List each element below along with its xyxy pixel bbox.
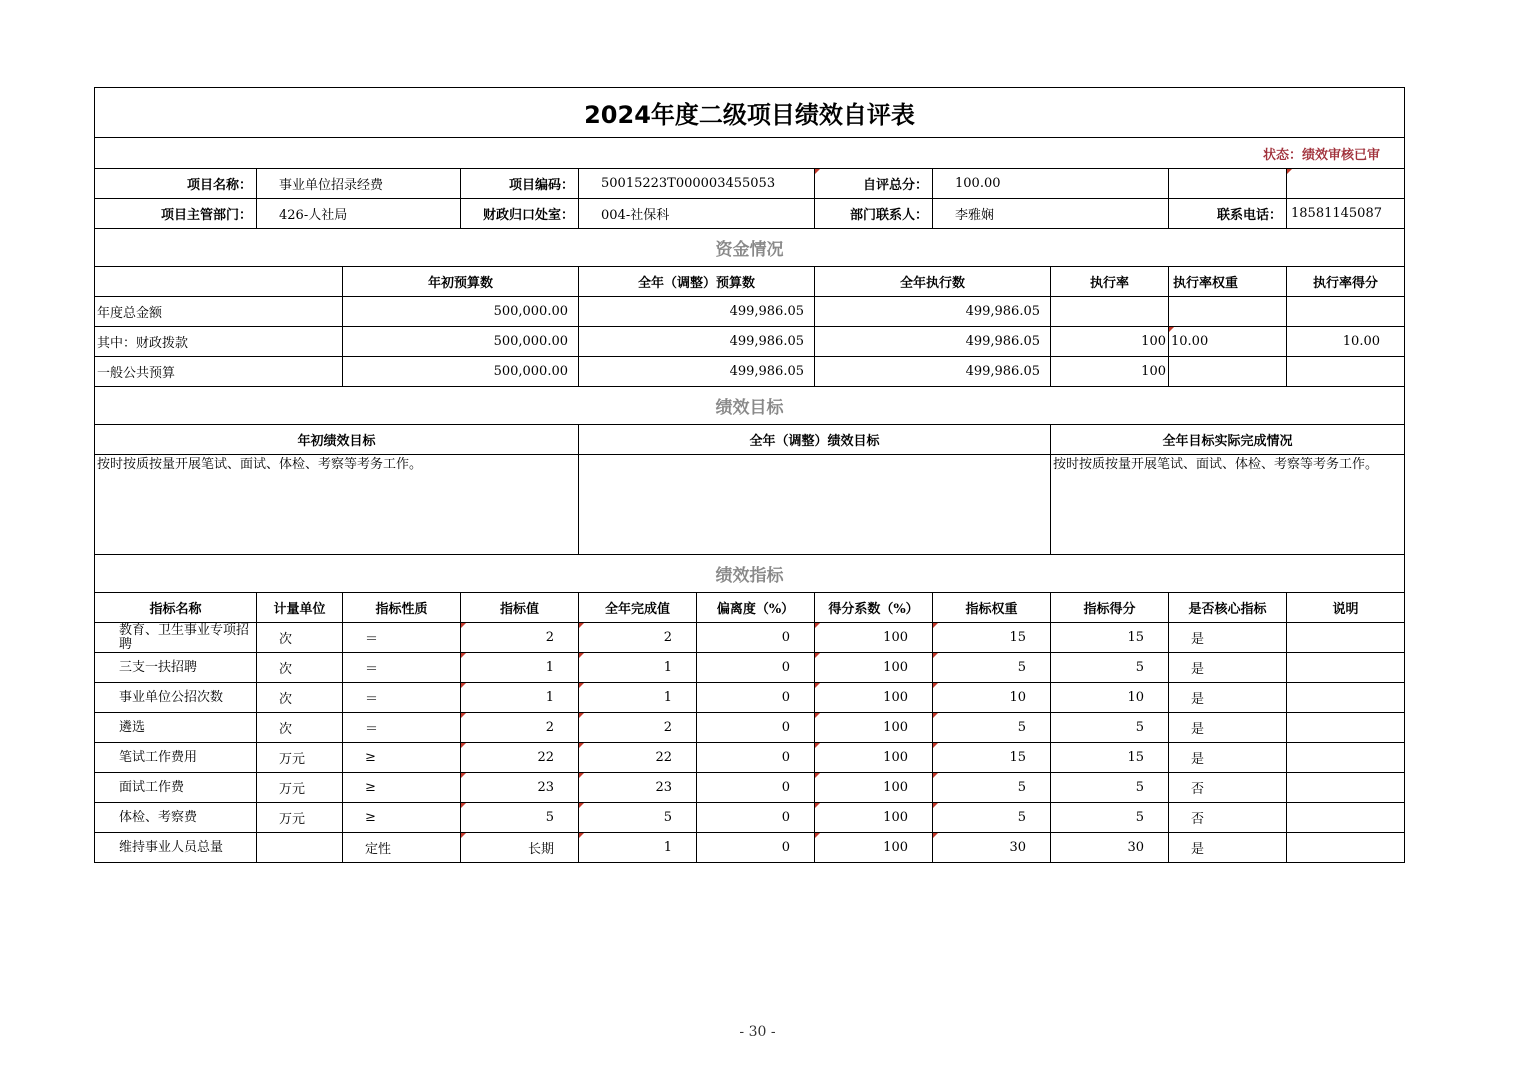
indicator-note [1287, 653, 1405, 683]
indicator-core: 否 [1169, 773, 1287, 803]
indicator-nature: ≥ [343, 743, 461, 773]
score-label: 自评总分： [815, 169, 933, 199]
indicator-coefficient: 100 [815, 833, 933, 863]
indicator-name: 事业单位公招次数 [95, 683, 257, 713]
funds-executed: 499,986.05 [815, 327, 1051, 357]
indicator-deviation: 0 [697, 683, 815, 713]
indicator-name: 笔试工作费用 [95, 743, 257, 773]
indicator-coefficient: 100 [815, 803, 933, 833]
goals-section-title: 绩效目标 [95, 387, 1405, 425]
table-row [95, 803, 1405, 833]
indicator-header: 指标得分 [1051, 593, 1169, 623]
indicator-unit: 次 [257, 683, 343, 713]
indicator-note [1287, 623, 1405, 653]
indicator-core: 是 [1169, 743, 1287, 773]
indicator-header: 是否核心指标 [1169, 593, 1287, 623]
indicator-weight: 5 [933, 653, 1051, 683]
indicator-value: 1 [461, 653, 579, 683]
funds-rate: 100 [1051, 327, 1169, 357]
funds-initial: 500,000.00 [343, 297, 579, 327]
indicator-header: 指标性质 [343, 593, 461, 623]
indicator-score: 5 [1051, 803, 1169, 833]
indicator-score: 15 [1051, 623, 1169, 653]
funds-header: 执行率得分 [1287, 267, 1405, 297]
adjusted-goal-text [579, 455, 1051, 555]
indicator-note [1287, 713, 1405, 743]
project-name-label: 项目名称： [95, 169, 257, 199]
funds-score [1287, 297, 1405, 327]
funds-header: 年初预算数 [343, 267, 579, 297]
score-value: 100.00 [933, 169, 1169, 199]
funds-initial: 500,000.00 [343, 357, 579, 387]
indicator-note [1287, 803, 1405, 833]
funds-header: 全年执行数 [815, 267, 1051, 297]
indicator-weight: 5 [933, 713, 1051, 743]
indicator-score: 15 [1051, 743, 1169, 773]
indicator-name: 维持事业人员总量 [95, 833, 257, 863]
indicator-value: 5 [461, 803, 579, 833]
indicator-score: 5 [1051, 773, 1169, 803]
funds-adjusted: 499,986.05 [579, 357, 815, 387]
indicator-note [1287, 773, 1405, 803]
indicator-nature: ≥ [343, 803, 461, 833]
funds-row-name: 其中：财政拨款 [95, 327, 343, 357]
indicator-header: 偏离度（%） [697, 593, 815, 623]
indicator-value: 23 [461, 773, 579, 803]
indicator-weight: 10 [933, 683, 1051, 713]
indicator-coefficient: 100 [815, 683, 933, 713]
indicator-header: 指标权重 [933, 593, 1051, 623]
indicator-done: 23 [579, 773, 697, 803]
funds-adjusted: 499,986.05 [579, 327, 815, 357]
info-empty-cell [1169, 169, 1287, 199]
indicator-done: 1 [579, 653, 697, 683]
indicator-deviation: 0 [697, 743, 815, 773]
funds-rate: 100 [1051, 357, 1169, 387]
finance-label: 财政归口处室： [461, 199, 579, 229]
indicator-unit [257, 833, 343, 863]
funds-score: 10.00 [1287, 327, 1405, 357]
funds-header-empty [95, 267, 343, 297]
funds-initial: 500,000.00 [343, 327, 579, 357]
funds-weight: 10.00 [1169, 327, 1287, 357]
indicator-header: 指标名称 [95, 593, 257, 623]
indicator-done: 2 [579, 623, 697, 653]
indicator-core: 否 [1169, 803, 1287, 833]
funds-weight [1169, 297, 1287, 327]
indicator-nature: ＝ [343, 683, 461, 713]
actual-goal-text: 按时按质按量开展笔试、面试、体检、考察等考务工作。 [1051, 455, 1405, 555]
status-badge: 状态：绩效审核已审 [95, 138, 1405, 169]
table-row [95, 327, 1405, 357]
project-code-label: 项目编码： [461, 169, 579, 199]
indicator-coefficient: 100 [815, 623, 933, 653]
indicator-deviation: 0 [697, 713, 815, 743]
indicator-deviation: 0 [697, 623, 815, 653]
indicators-section-title: 绩效指标 [95, 555, 1405, 593]
indicator-core: 是 [1169, 833, 1287, 863]
indicator-weight: 5 [933, 773, 1051, 803]
indicator-nature: ＝ [343, 623, 461, 653]
indicator-header: 计量单位 [257, 593, 343, 623]
initial-goal-text: 按时按质按量开展笔试、面试、体检、考察等考务工作。 [95, 455, 579, 555]
indicator-coefficient: 100 [815, 743, 933, 773]
indicator-done: 2 [579, 713, 697, 743]
indicator-weight: 30 [933, 833, 1051, 863]
indicator-value: 2 [461, 623, 579, 653]
table-row [95, 713, 1405, 743]
indicator-nature: ≥ [343, 773, 461, 803]
contact-label: 部门联系人： [815, 199, 933, 229]
indicator-unit: 万元 [257, 803, 343, 833]
project-name-value: 事业单位招录经费 [257, 169, 461, 199]
indicator-deviation: 0 [697, 803, 815, 833]
indicator-core: 是 [1169, 623, 1287, 653]
indicator-core: 是 [1169, 653, 1287, 683]
indicator-score: 5 [1051, 653, 1169, 683]
indicator-unit: 次 [257, 653, 343, 683]
table-row [95, 833, 1405, 863]
funds-rate [1051, 297, 1169, 327]
finance-value: 004-社保科 [579, 199, 815, 229]
indicator-name: 体检、考察费 [95, 803, 257, 833]
indicator-core: 是 [1169, 683, 1287, 713]
indicator-coefficient: 100 [815, 653, 933, 683]
indicator-nature: ＝ [343, 713, 461, 743]
dept-value: 426-人社局 [257, 199, 461, 229]
indicator-weight: 5 [933, 803, 1051, 833]
indicator-value: 2 [461, 713, 579, 743]
info-row-2 [95, 199, 1405, 229]
indicator-nature: 定性 [343, 833, 461, 863]
indicator-deviation: 0 [697, 773, 815, 803]
indicator-name: 面试工作费 [95, 773, 257, 803]
indicator-header: 得分系数（%） [815, 593, 933, 623]
goals-header: 全年（调整）绩效目标 [579, 425, 1051, 455]
indicator-done: 5 [579, 803, 697, 833]
indicator-nature: ＝ [343, 653, 461, 683]
table-row [95, 773, 1405, 803]
table-row [95, 623, 1405, 653]
funds-header: 执行率权重 [1169, 267, 1287, 297]
indicator-coefficient: 100 [815, 713, 933, 743]
goals-content-row [95, 455, 1405, 555]
table-row [95, 653, 1405, 683]
indicator-score: 10 [1051, 683, 1169, 713]
indicator-unit: 万元 [257, 773, 343, 803]
indicator-value: 1 [461, 683, 579, 713]
indicator-name: 教育、卫生事业专项招聘 [95, 623, 257, 653]
funds-weight [1169, 357, 1287, 387]
table-row [95, 357, 1405, 387]
indicator-score: 5 [1051, 713, 1169, 743]
indicator-core: 是 [1169, 713, 1287, 743]
indicator-header: 说明 [1287, 593, 1405, 623]
indicator-deviation: 0 [697, 833, 815, 863]
funds-header: 执行率 [1051, 267, 1169, 297]
indicator-done: 1 [579, 683, 697, 713]
funds-section-title: 资金情况 [95, 229, 1405, 267]
table-row [95, 683, 1405, 713]
indicator-unit: 万元 [257, 743, 343, 773]
evaluation-table [94, 87, 1405, 863]
indicator-weight: 15 [933, 623, 1051, 653]
funds-score [1287, 357, 1405, 387]
indicator-done: 1 [579, 833, 697, 863]
dept-label: 项目主管部门： [95, 199, 257, 229]
goals-header-row [95, 425, 1405, 455]
indicator-weight: 15 [933, 743, 1051, 773]
page-number: - 30 - [739, 1024, 776, 1040]
indicator-unit: 次 [257, 623, 343, 653]
info-row-1 [95, 169, 1405, 199]
funds-adjusted: 499,986.05 [579, 297, 815, 327]
goals-header: 年初绩效目标 [95, 425, 579, 455]
page-title: 2024年度二级项目绩效自评表 [95, 88, 1405, 138]
table-row [95, 743, 1405, 773]
funds-header: 全年（调整）预算数 [579, 267, 815, 297]
contact-value: 李雅娴 [933, 199, 1169, 229]
indicator-note [1287, 743, 1405, 773]
indicator-coefficient: 100 [815, 773, 933, 803]
indicator-name: 三支一扶招聘 [95, 653, 257, 683]
indicator-deviation: 0 [697, 653, 815, 683]
funds-header-row [95, 267, 1405, 297]
phone-value: 18581145087 [1287, 199, 1405, 229]
indicator-unit: 次 [257, 713, 343, 743]
table-row [95, 297, 1405, 327]
indicator-name: 遴选 [95, 713, 257, 743]
indicator-score: 30 [1051, 833, 1169, 863]
indicators-header-row [95, 593, 1405, 623]
funds-executed: 499,986.05 [815, 357, 1051, 387]
funds-executed: 499,986.05 [815, 297, 1051, 327]
project-code-value: 50015223T000003455053 [579, 169, 815, 199]
indicator-value: 长期 [461, 833, 579, 863]
indicator-header: 指标值 [461, 593, 579, 623]
indicator-note [1287, 833, 1405, 863]
indicator-done: 22 [579, 743, 697, 773]
funds-row-name: 年度总金额 [95, 297, 343, 327]
indicator-note [1287, 683, 1405, 713]
goals-header: 全年目标实际完成情况 [1051, 425, 1405, 455]
phone-label: 联系电话： [1169, 199, 1287, 229]
indicator-header: 全年完成值 [579, 593, 697, 623]
info-empty-cell [1287, 169, 1405, 199]
funds-row-name: 一般公共预算 [95, 357, 343, 387]
indicator-value: 22 [461, 743, 579, 773]
